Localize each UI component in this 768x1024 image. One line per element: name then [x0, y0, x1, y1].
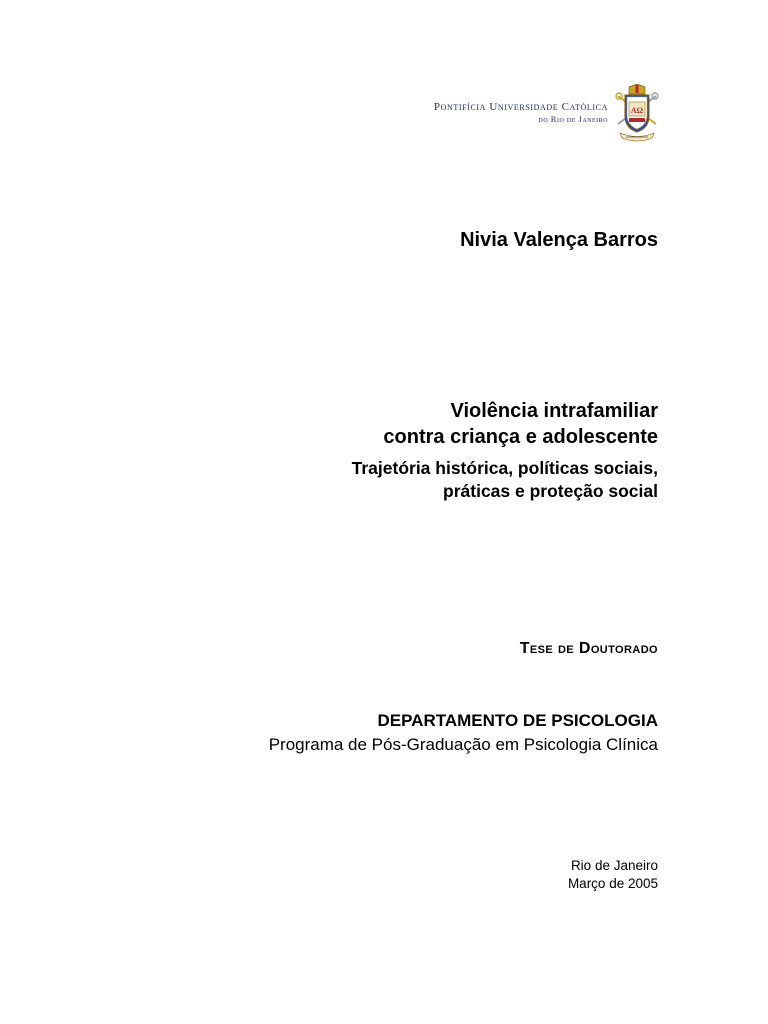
- thesis-title: [383, 398, 658, 450]
- university-header: [434, 84, 660, 142]
- department-name: DEPARTAMENTO DE PSICOLOGIA: [377, 711, 658, 730]
- university-name-line1: Pontifícia Universidade Católica: [433, 101, 608, 114]
- document-type: Tese de Doutorado: [519, 640, 658, 657]
- program-name: Programa de Pós-Graduação em Psicologia Clínica: [268, 735, 658, 754]
- place: Rio de Janeiro: [570, 858, 658, 873]
- place-and-date: [568, 857, 658, 893]
- thesis-subtitle-line1: Trajetória histórica, políticas sociais,: [351, 458, 658, 478]
- university-name-line2: do Rio de Janeiro: [538, 114, 608, 125]
- svg-text:AΩ: AΩ: [630, 106, 644, 115]
- thesis-title-line1: Violência intrafamiliar: [450, 400, 658, 422]
- date: Março de 2005: [567, 876, 658, 891]
- thesis-subtitle: [352, 457, 658, 503]
- thesis-title-line2: contra criança e adolescente: [383, 426, 658, 448]
- thesis-subtitle-line2: práticas e proteção social: [443, 481, 658, 501]
- author-name: Nivia Valença Barros: [460, 229, 658, 251]
- university-name: [434, 102, 608, 124]
- university-crest-icon: [614, 84, 660, 142]
